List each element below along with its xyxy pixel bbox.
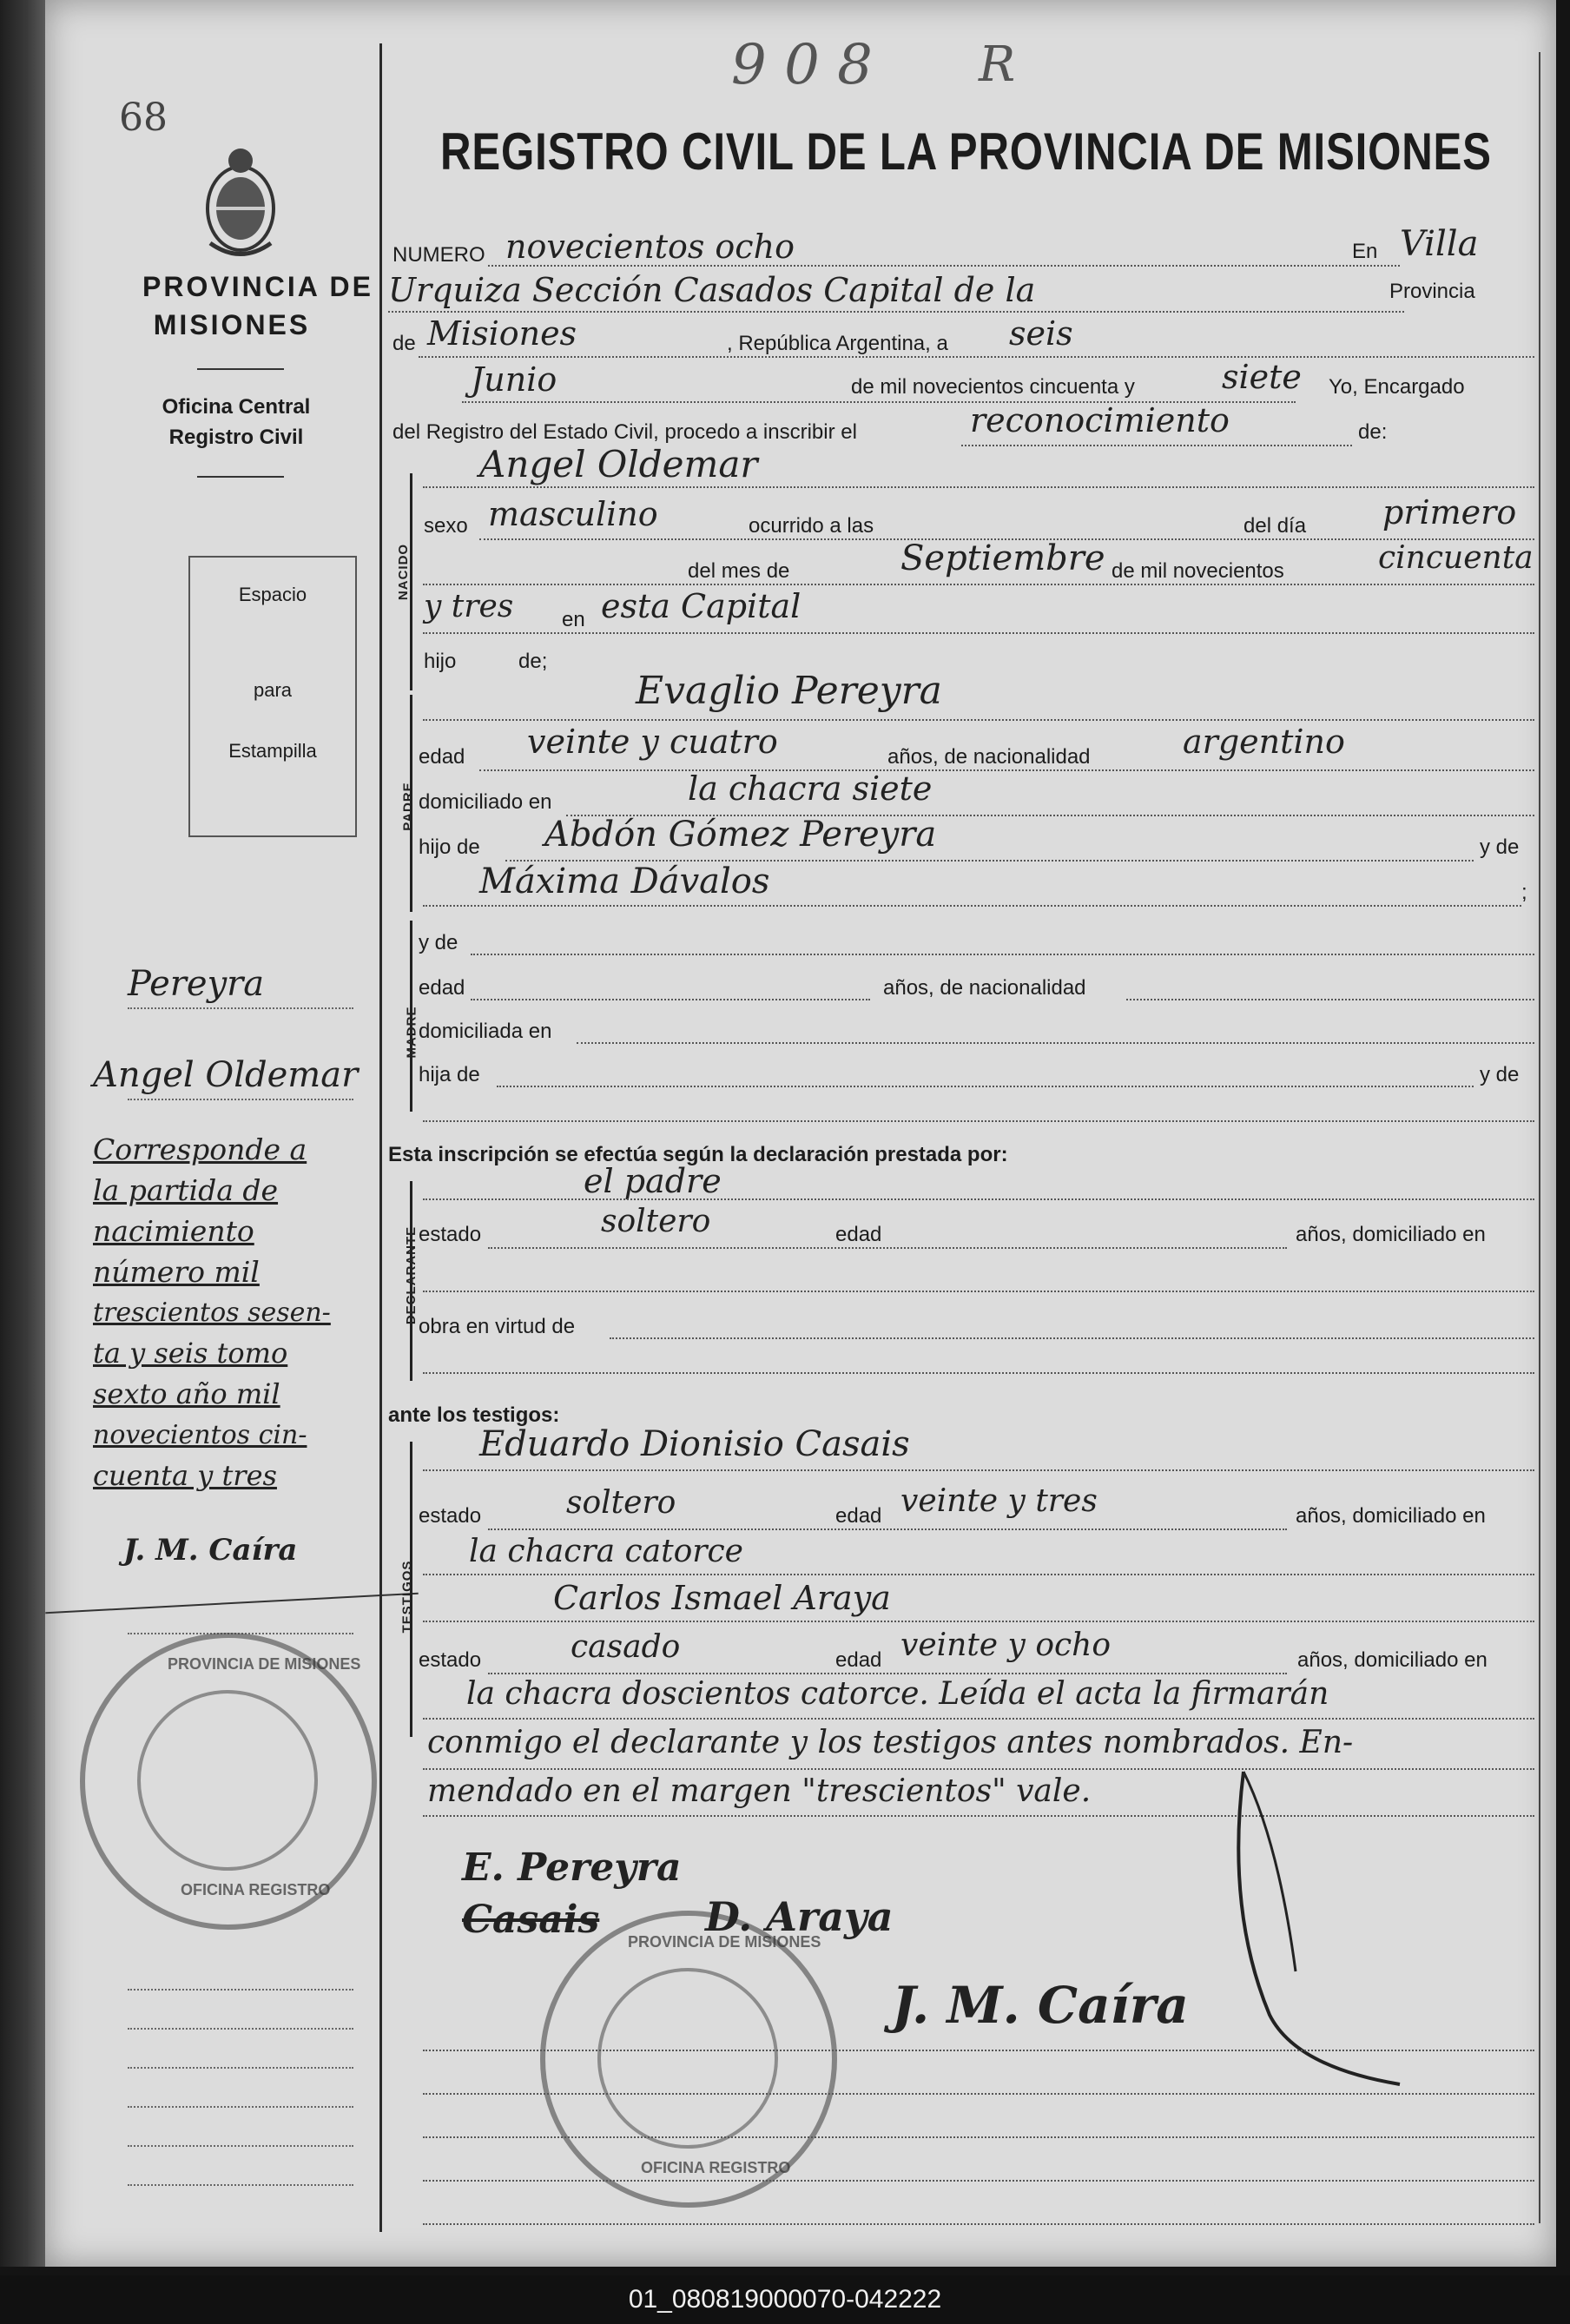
page-number: 68 [119,96,168,140]
witness-1-name: Eduardo Dionisio Casais [479,1424,910,1464]
madre-y-de: y de [419,931,458,954]
divider [197,476,284,478]
handwritten-number-top: 9 0 8 [731,33,873,97]
t1-domicilio-label: años, domiciliado en [1296,1504,1486,1528]
stamp-box [188,556,357,837]
note-line: novecientos cin- [93,1420,307,1450]
section-label-madre: MADRE [404,1006,419,1059]
stamp-label-1: Espacio [238,584,307,605]
en-label: En [1352,240,1378,263]
seal-bottom-text: OFICINA REGISTRO [181,1881,331,1898]
seal-bottom-text: OFICINA REGISTRO [641,2159,791,2176]
declarant-status: soltero [601,1204,711,1239]
del-mes-label: del mes de [688,559,790,583]
anio-nacimiento-2: y tres [424,589,514,624]
closing-line-2: conmigo el declarante y los testigos antes nombrados. En- [427,1725,1354,1760]
hijo-de2-label: hijo de [419,835,480,859]
numero-value: novecientos ocho [505,228,795,266]
seal-top-text: PROVINCIA DE MISIONES [168,1655,361,1673]
obra-label: obra en virtud de [419,1315,576,1338]
seal-top-text: PROVINCIA DE MISIONES [628,1933,821,1951]
declarant: el padre [584,1162,722,1200]
document-page [45,0,1556,2267]
en-value: Villa [1400,224,1479,264]
stamp-label-3: Estampilla [228,740,317,762]
note-line: cuenta y tres [93,1459,277,1492]
t1-estado-label: estado [419,1504,482,1528]
signature-registrar: J. M. Caíra [892,1976,1189,2035]
paternal-grandfather: Abdón Gómez Pereyra [544,815,937,855]
de-mil-nov-label: de mil novecientos [1112,559,1284,583]
witness-1-address: la chacra catorce [469,1534,743,1569]
child-name: Angel Oldemar [479,443,758,485]
stamp-label-2: para [253,679,293,701]
provincia-label: Provincia [1389,280,1475,303]
y-de-label: y de [1480,835,1520,859]
padre-nacionalidad-label: años, de nacionalidad [887,745,1091,769]
margin-surname: Pereyra [128,964,265,1004]
de-mil-label: de mil novecientos cincuenta y [851,375,1135,399]
madre-nacionalidad-label: años, de nacionalidad [883,976,1086,1000]
section-label-declarante: DECLARANTE [404,1225,419,1325]
witness-1-status: soltero [566,1485,676,1521]
closing-line-3: mendado en el margen "trescientos" vale. [427,1773,1092,1809]
registro-label: del Registro del Estado Civil, procedo a inscribir el [392,420,857,444]
acto-value: reconocimiento [970,401,1230,439]
semicolon: ; [1521,881,1527,904]
signature-araya: D. Araya [705,1893,894,1940]
testigos-label: ante los testigos: [388,1403,560,1427]
note-line: Corresponde a [93,1132,307,1166]
book-binding [0,0,45,2267]
margin-note [93,1129,379,1496]
sexo-label: sexo [424,514,468,538]
decl-edad-label: edad [835,1223,882,1246]
mes-value: Junio [471,360,557,399]
note-line: trescientos sesen- [93,1297,331,1328]
mes-nacimiento: Septiembre [900,538,1105,578]
sexo-value: masculino [488,495,658,533]
section-label-nacido: NACIDO [396,543,412,601]
decl-estado-label: estado [419,1223,482,1246]
section-label-padre: PADRE [400,782,416,831]
closing-line-1: la chacra doscientos catorce. Leída el acta la firmarán [466,1676,1329,1712]
madre-domicilio-label: domiciliada en [419,1020,552,1043]
note-line: sexto año mil [93,1377,280,1410]
paternal-grandmother: Máxima Dávalos [479,862,770,901]
witness-2-age: veinte y ocho [900,1627,1112,1663]
witness-2-name: Carlos Ismael Araya [553,1579,891,1617]
father-age: veinte y cuatro [527,723,778,761]
t2-edad-label: edad [835,1648,882,1672]
right-rule [1539,52,1540,2223]
office-line2: Registro Civil [168,426,304,449]
hijo-de-label: de; [518,650,548,673]
province-line1: PROVINCIA DE [142,271,373,302]
madre-edad-label: edad [419,976,465,1000]
del-dia-label: del día [1243,514,1307,538]
note-line: la partida de [93,1173,279,1207]
note-line: nacimiento [93,1214,254,1248]
coat-of-arms-icon [193,139,288,261]
witness-2-status: casado [571,1629,681,1665]
decl-domicilio-label: años, domiciliado en [1296,1223,1486,1246]
note-line: número mil [93,1255,260,1289]
note-line: ta y seis tomo [93,1337,288,1370]
handwritten-mark-top: R [979,36,1016,93]
t1-edad-label: edad [835,1504,882,1528]
divider [197,368,284,370]
de-colon: de: [1358,420,1388,444]
province-value: Misiones [427,314,577,353]
madre-hija-label: hija de [419,1063,480,1086]
numero-label: NUMERO [392,243,485,267]
margin-name: Angel Oldemar [93,1055,359,1095]
section-label-testigos: TESTIGOS [399,1560,415,1634]
signature-pereyra: E. Pereyra [462,1845,682,1890]
hijo-label: hijo [424,650,457,673]
padre-domicilio-label: domiciliado en [419,790,552,814]
official-seal-left [80,1633,377,1930]
anio-nacimiento: cincuenta [1378,540,1534,576]
ocurrido-label: ocurrido a las [749,514,874,538]
image-id-footer: 01_080819000070-042222 [0,2275,1570,2324]
province-line2: MISIONES [153,309,311,340]
inscripcion-label: Esta inscripción se efectúa según la declaración prestada por: [388,1143,1008,1166]
office-line1: Oficina Central [162,395,311,419]
padre-edad-label: edad [419,745,465,769]
en-label-2: en [562,608,585,631]
republica-label: , República Argentina, a [727,332,948,355]
locality-value: Urquiza Sección Casados Capital de la [388,271,1036,309]
margin-initials: J. M. Caíra [123,1533,298,1568]
witness-1-age: veinte y tres [900,1483,1098,1519]
yo-label: Yo, Encargado [1329,375,1465,399]
official-seal-right [540,1911,837,2208]
del-dia-value: primero [1382,493,1517,531]
margin-stroke [45,1593,419,1614]
anio-value: siete [1222,358,1302,396]
dia-value: seis [1009,314,1073,353]
madre-y-de2: y de [1480,1063,1520,1086]
t2-estado-label: estado [419,1648,482,1672]
margin-rule [379,43,382,2232]
page-title: REGISTRO CIVIL DE LA PROVINCIA DE MISIONES [440,122,1492,181]
birthplace: esta Capital [601,587,801,625]
signature-casais: Casais [462,1898,600,1942]
father-name: Evaglio Pereyra [636,669,942,713]
de-label: de [392,332,416,355]
t2-domicilio-label: años, domiciliado en [1297,1648,1488,1672]
father-address: la chacra siete [688,769,933,808]
father-nationality: argentino [1183,723,1345,761]
